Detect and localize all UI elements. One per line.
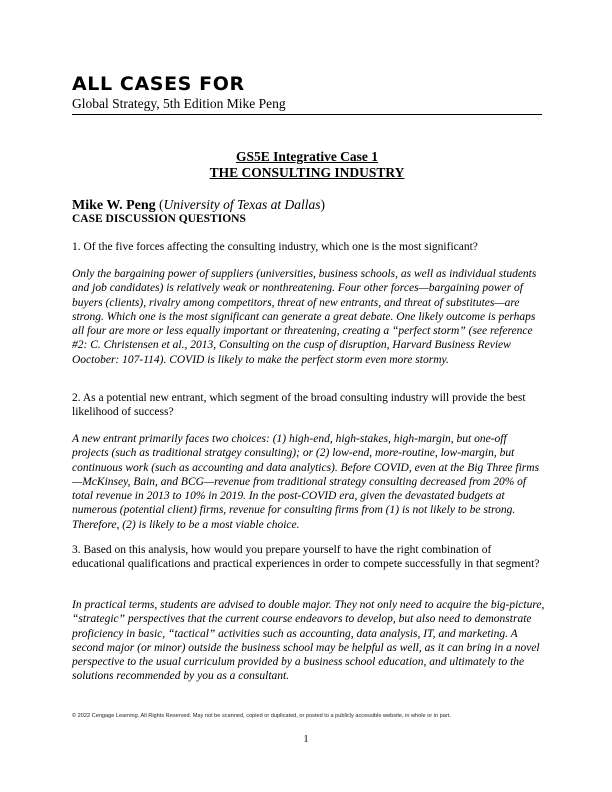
affiliation-close: ) <box>320 197 325 212</box>
author-affiliation: University of Texas at Dallas <box>163 197 321 212</box>
affiliation-open: ( <box>155 197 164 212</box>
brand-heading: ALL CASES FOR <box>72 73 245 95</box>
case-title-line-1: GS5E Integrative Case 1 <box>235 149 379 164</box>
copyright-footer: © 2022 Cengage Learning. All Rights Reserved. May not be scanned, copied or duplicated, or posted to a publicly accessible website, in whole or in part. <box>72 713 451 719</box>
question-1: 1. Of the five forces affecting the consulting industry, which one is the most significant? <box>72 241 478 253</box>
author-name: Mike W. Peng <box>72 198 156 213</box>
question-2: 2. As a potential new entrant, which segment of the broad consulting industry will provide the best likelihood of success? <box>72 392 526 419</box>
answer-1: Only the bargaining power of suppliers (universities, business schools, as well as individual students and job candidates) is relatively weak or nonthreatening. Four other forces—bargaining power of buyers (clients), rivalry among competitors, threat of new entrants, and threat of substitutes—are strong. Which one is the most significant can generate a great debate. One likely outcome is perhaps all four are more or less equally important or threatening, creating a “perfect storm” (see reference #2: C. Christensen et al., 2013, Consulting on the cusp of disruption, Harvard Business Review Ooctober: 107-114). COVID is likely to make the perfect storm even more stormy. <box>72 268 537 366</box>
page-number: 1 <box>303 734 309 745</box>
answer-3: In practical terms, students are advised to double major. They not only need to acquire the big-picture, “strategic” perspectives that the current course endeavors to develop, but also need to demonstrate proficiency in basic, “tactical” activities such as accounting, data analysis, IT, and marketing. A second major (or minor) outside the business school may be helpful as well, as it can bring in a novel perspective to the usual curriculum provided by a business school education, and ultimately to the solutions recommended by you as a consultant. <box>72 599 545 683</box>
section-heading: CASE DISCUSSION QUESTIONS <box>72 213 246 225</box>
answer-2: A new entrant primarily faces two choices: (1) high-end, high-stakes, high-margin, but one-off projects (such as traditional stratgey consulting); or (2) low-end, more-routine, low-margin, but continuous work (such as accounting and data analytics). Before COVID, even at the Big Three firms—McKinsey, Bain, and BCG—revenue from traditional strategy consulting decreased from 20% of total revenue in 2013 to 10% in 2019. In the post-COVID era, given the devastated budgets at numerous (potential client) firms, revenue for consulting firms from (1) is not likely to be strong. Therefore, (2) is likely to be a most viable choice. <box>72 433 540 531</box>
header-divider <box>72 114 542 115</box>
book-subtitle: Global Strategy, 5th Edition Mike Peng <box>72 96 286 111</box>
case-title-line-2: THE CONSULTING INDUSTRY <box>209 165 405 180</box>
question-3: 3. Based on this analysis, how would you prepare yourself to have the right combination of educational qualifications and practical experiences in order to compete successfully in that segment? <box>72 544 540 571</box>
